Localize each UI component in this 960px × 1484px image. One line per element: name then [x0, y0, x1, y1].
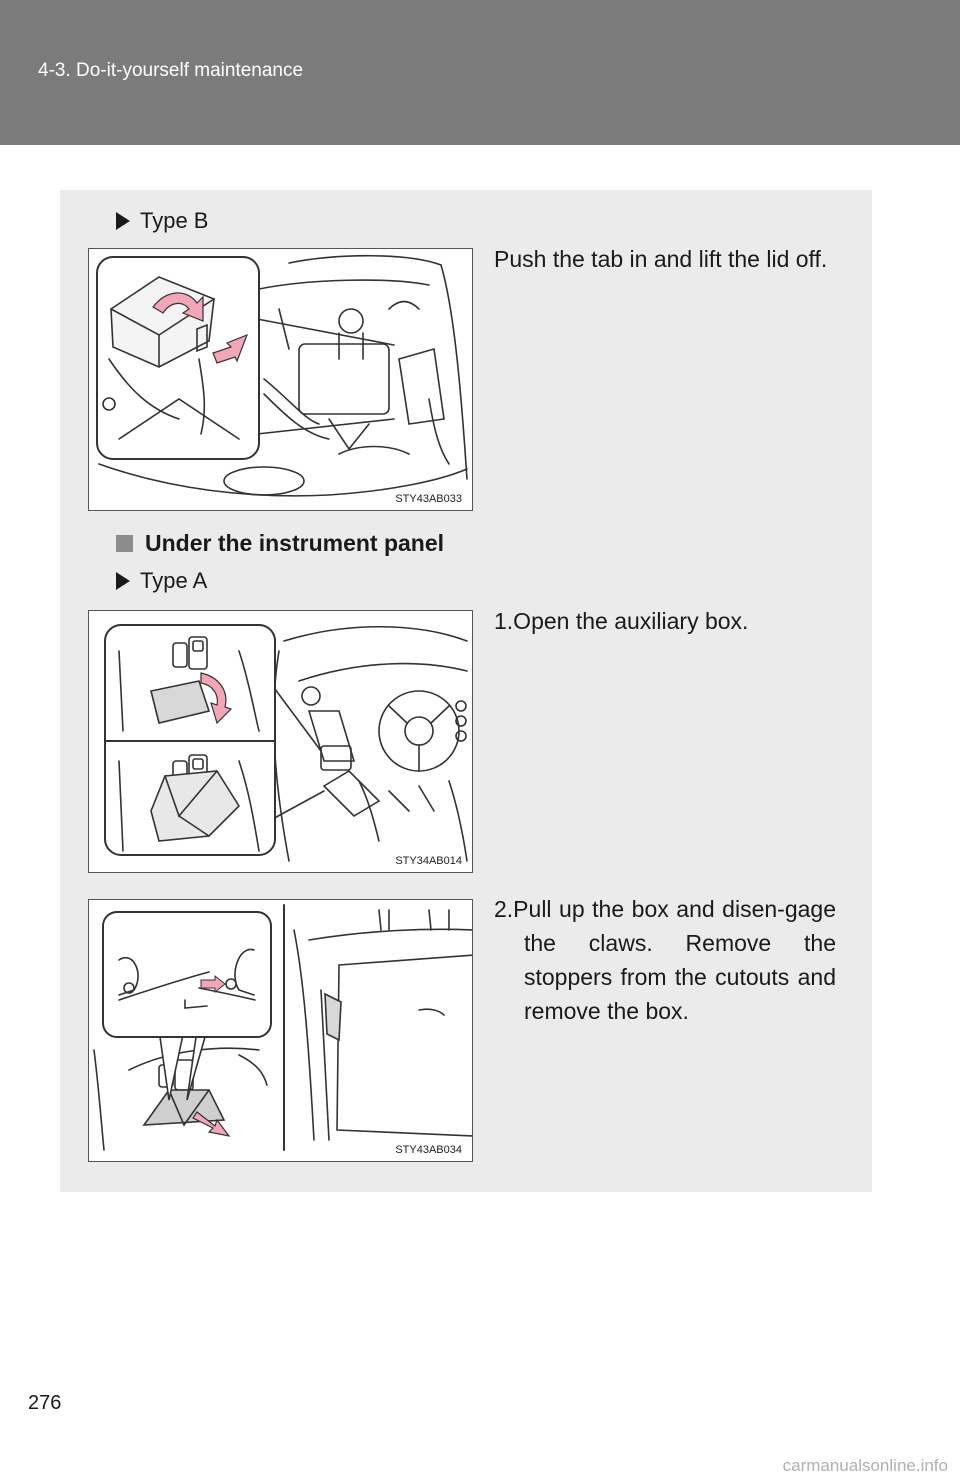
figure-code-STY34AB014: STY34AB014: [395, 855, 462, 867]
glove-box-removal-illustration: [89, 900, 473, 1162]
section-heading-instrument-panel: [116, 530, 444, 557]
figure-remove-box: [88, 899, 473, 1162]
figure-open-auxiliary-box: [88, 610, 473, 873]
triangle-bullet-icon: [116, 212, 130, 230]
type-b-label: [116, 208, 208, 234]
figure-code-stY43AB033: STY43AB033: [395, 493, 462, 505]
type-a-text: Type A: [140, 568, 208, 593]
section-heading-text: Under the instrument panel: [145, 530, 445, 556]
page-number: 276: [28, 1392, 62, 1414]
figure-fuse-box-type-b: [88, 248, 473, 511]
content-panel: [60, 190, 872, 1192]
step-1-text: 1.Open the auxiliary box.: [494, 608, 749, 634]
dashboard-illustration: [89, 611, 473, 873]
type-a-label: [116, 568, 207, 594]
figure-code-STY43AB034: STY43AB034: [395, 1144, 462, 1156]
watermark: carmanualsonline.info: [782, 1456, 948, 1475]
triangle-bullet-icon: [116, 572, 130, 590]
step-2-text: 2.Pull up the box and disen-gage the claws. Remove the stoppers from the cutouts and remove the box.: [494, 896, 836, 1024]
type-b-text: Type B: [140, 208, 209, 233]
engine-bay-illustration: [89, 249, 473, 511]
square-bullet-icon: [116, 535, 133, 552]
chapter-title: 4-3. Do-it-yourself maintenance: [38, 60, 304, 81]
page-header: [0, 0, 960, 145]
type-b-description: Push the tab in and lift the lid off.: [494, 246, 828, 272]
